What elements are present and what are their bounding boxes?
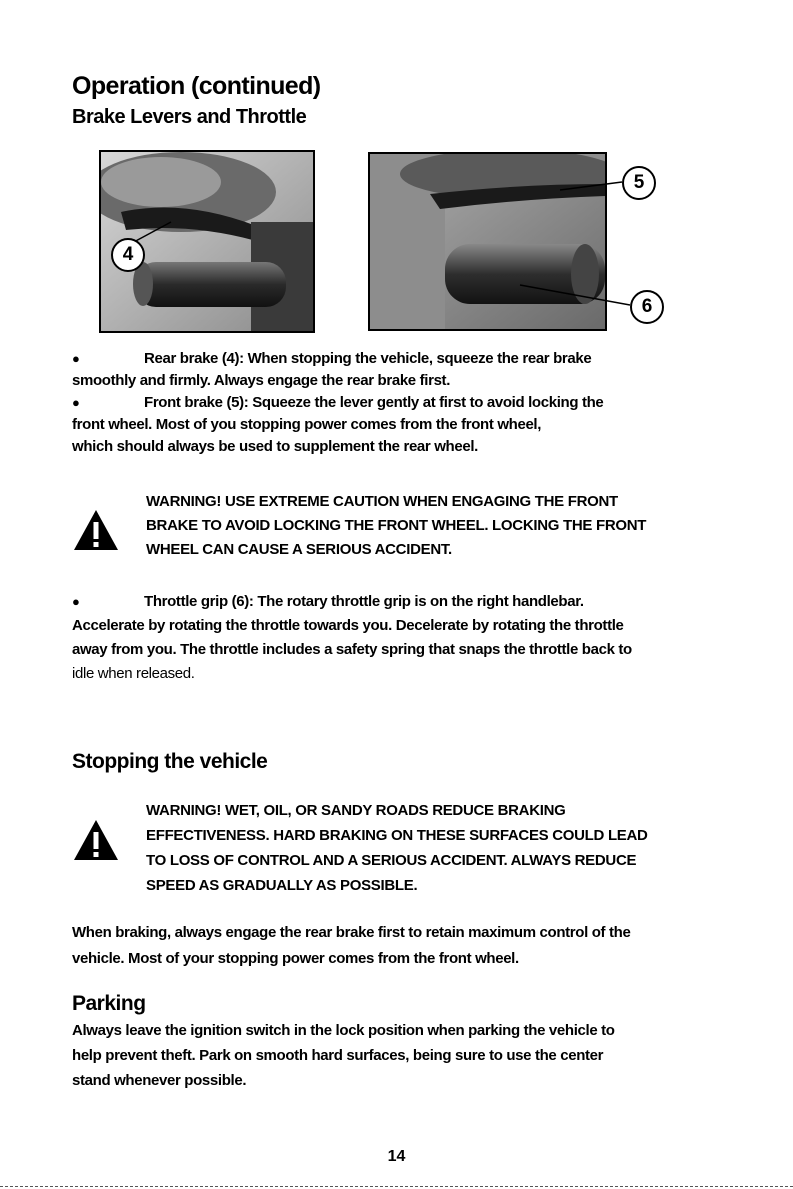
warning2-line2: EFFECTIVENESS. HARD BRAKING ON THESE SURFACES COULD LEAD: [146, 827, 648, 844]
stopping-text-2: vehicle. Most of your stopping power comes from the front wheel.: [72, 950, 519, 967]
callout-6: 6: [630, 290, 664, 324]
stopping-paragraph: [72, 920, 732, 972]
page-bottom-edge: [0, 1186, 793, 1187]
throttle-paragraph: [72, 590, 732, 686]
warning1-line1: WARNING! USE EXTREME CAUTION WHEN ENGAGING THE FRONT: [146, 493, 618, 510]
throttle-text-2: Accelerate by rotating the throttle towards you. Decelerate by rotating the throttle: [72, 617, 624, 634]
callout-5: 5: [622, 166, 656, 200]
rear-brake-text-1: Rear brake (4): When stopping the vehicle, squeeze the rear brake: [144, 350, 592, 367]
bullet-icon: ●: [72, 395, 80, 410]
throttle-text-1: Throttle grip (6): The rotary throttle grip is on the right handlebar.: [144, 593, 584, 610]
bullet-icon: ●: [72, 351, 80, 366]
parking-text-3: stand whenever possible.: [72, 1072, 247, 1089]
warning-front-brake: [146, 490, 726, 562]
rear-brake-text-2: smoothly and firmly. Always engage the rear brake first.: [72, 372, 451, 389]
warning1-line2: BRAKE TO AVOID LOCKING THE FRONT WHEEL. LOCKING THE FRONT: [146, 517, 647, 534]
warning-triangle-icon: [72, 818, 120, 862]
bullet-rear-brake: [72, 348, 722, 370]
throttle-text-3: away from you. The throttle includes a safety spring that snaps the throttle back to: [72, 641, 632, 658]
page-title: Operation (continued): [72, 72, 321, 100]
bullet-front-brake: [72, 392, 722, 414]
throttle-text-4: idle when released.: [72, 665, 195, 682]
warning2-line1: WARNING! WET, OIL, OR SANDY ROADS REDUCE BRAKING: [146, 802, 566, 819]
callout-leader-lines: [0, 0, 793, 360]
parking-paragraph: [72, 1018, 732, 1093]
bullet-icon: ●: [72, 594, 80, 609]
front-brake-text-1: Front brake (5): Squeeze the lever gently at first to avoid locking the: [144, 394, 604, 411]
warning-wet-roads: [146, 798, 726, 898]
warning1-line3: WHEEL CAN CAUSE A SERIOUS ACCIDENT.: [146, 541, 452, 558]
stopping-text-1: When braking, always engage the rear brake first to retain maximum control of the: [72, 924, 631, 941]
warning2-line3: TO LOSS OF CONTROL AND A SERIOUS ACCIDENT. ALWAYS REDUCE: [146, 852, 637, 869]
warning-triangle-icon: [72, 508, 120, 552]
section-title-stopping: Stopping the vehicle: [72, 750, 268, 773]
callout-4: 4: [111, 238, 145, 272]
page-number: 14: [387, 1148, 406, 1165]
brake-bullets: [72, 348, 722, 458]
section-title-brakes: Brake Levers and Throttle: [72, 106, 307, 128]
front-brake-text-3: which should always be used to supplement the rear wheel.: [72, 438, 478, 455]
parking-text-1: Always leave the ignition switch in the lock position when parking the vehicle to: [72, 1022, 615, 1039]
section-title-parking: Parking: [72, 992, 146, 1015]
parking-text-2: help prevent theft. Park on smooth hard surfaces, being sure to use the center: [72, 1047, 604, 1064]
front-brake-text-2: front wheel. Most of you stopping power comes from the front wheel,: [72, 416, 542, 433]
bullet-throttle: [72, 590, 732, 614]
warning2-line4: SPEED AS GRADUALLY AS POSSIBLE.: [146, 877, 418, 894]
